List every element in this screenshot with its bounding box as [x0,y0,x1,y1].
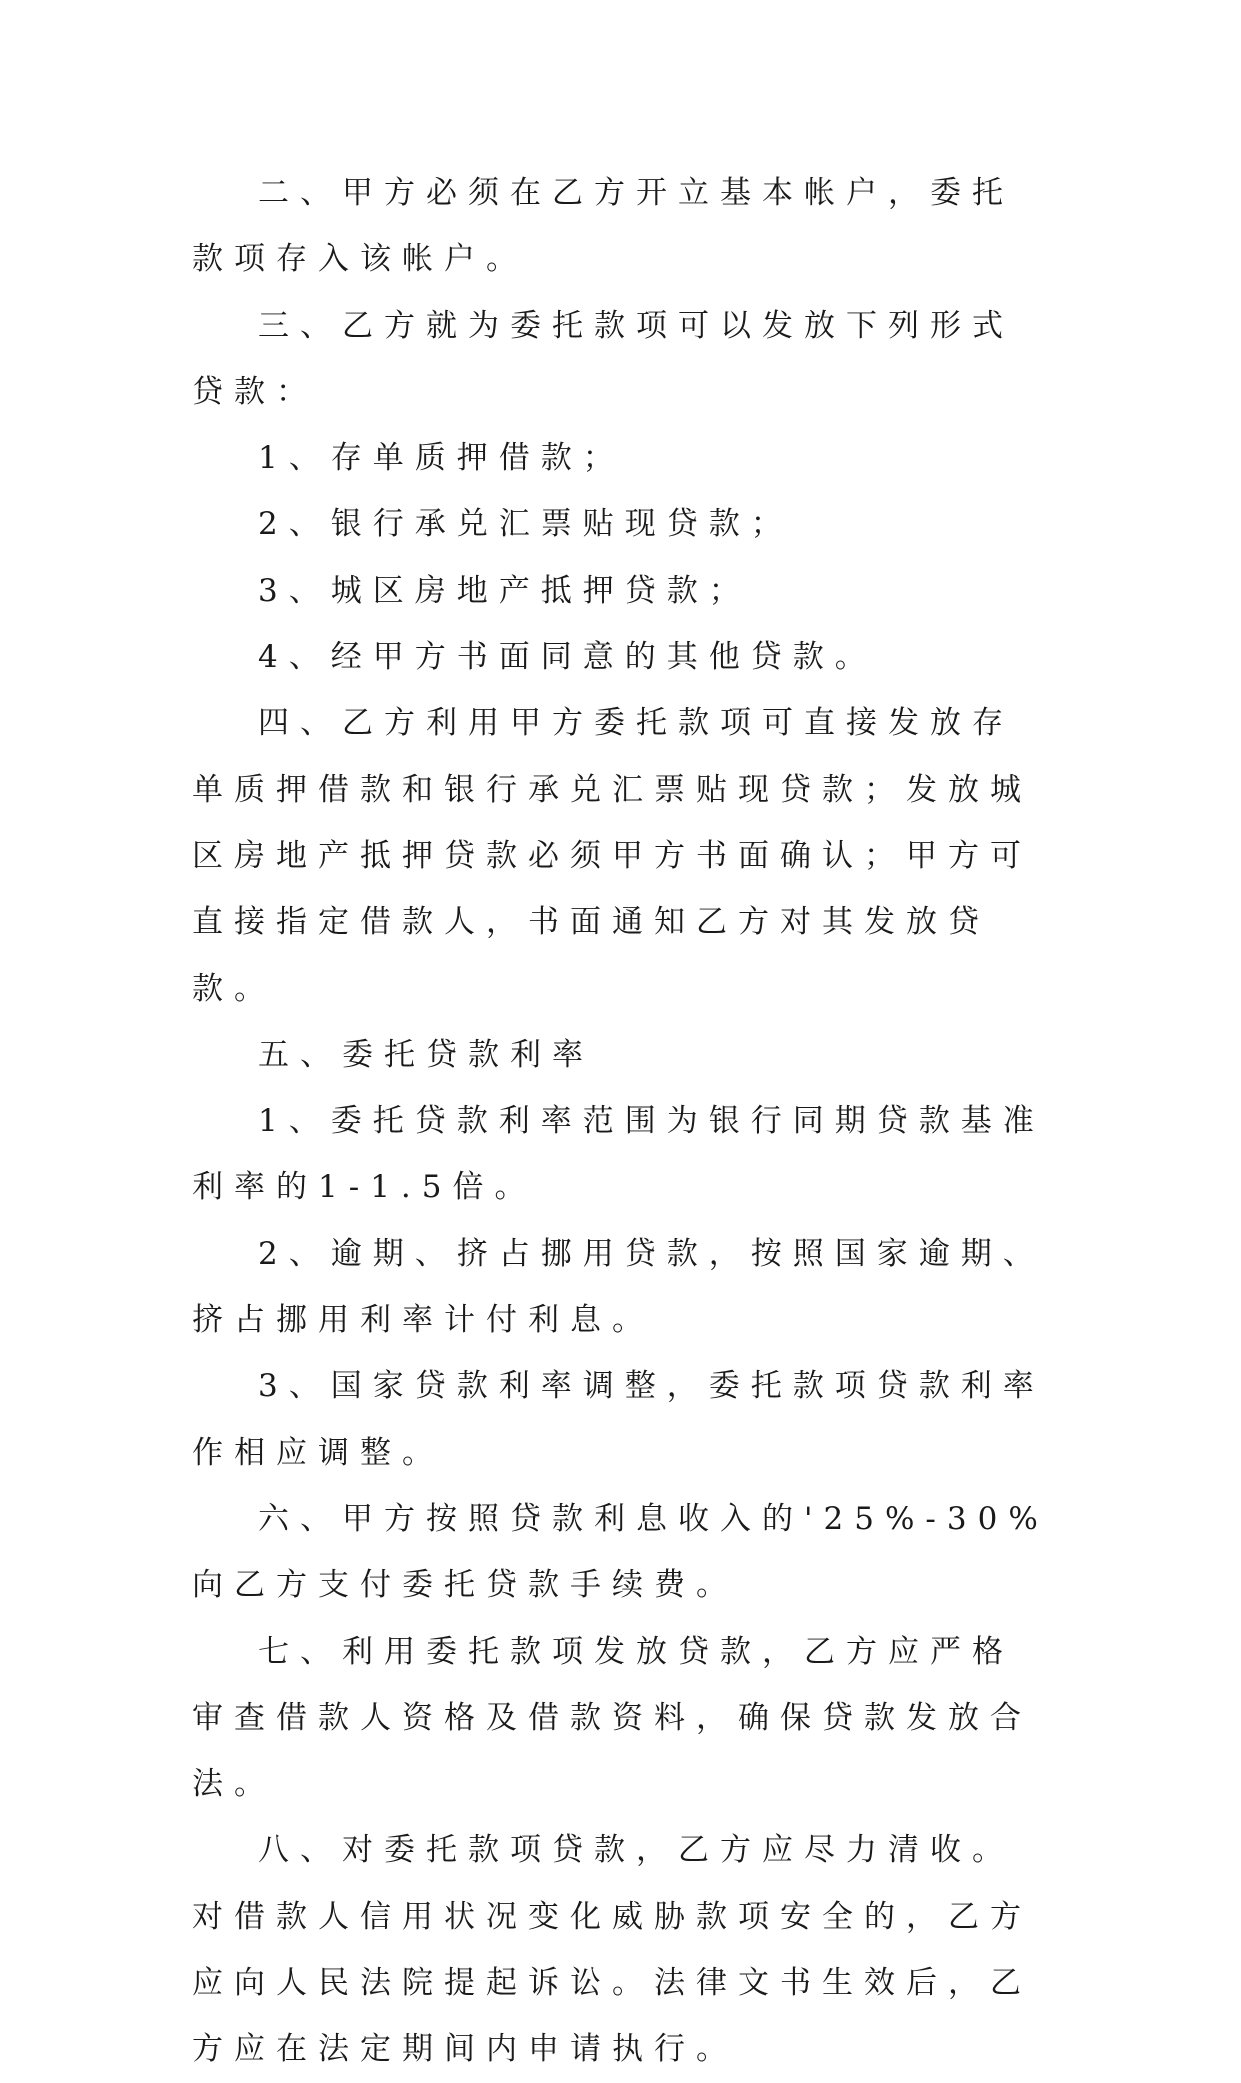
rate-item-2: 2、逾期、挤占挪用贷款，按照国家逾期、挤占挪用利率计付利息。 [192,1235,1045,1339]
list-item-4: 4、经甲方书面同意的其他贷款。 [258,639,877,676]
list-item-3: 3、城区房地产抵押贷款； [258,572,751,609]
list-item-1: 1、存单质押借款； [258,440,625,477]
paragraph-5-interest-heading: 五、委托贷款利率 [258,1036,594,1073]
rate-item-3: 3、国家贷款利率调整，委托款项贷款利率作相应调整。 [192,1368,1045,1471]
paragraph-8-collection: 八、对委托款项贷款，乙方应尽力清收。对借款人信用状况变化威胁款项安全的，乙方应向人民法院提起诉讼。法律文书生效后，乙方应在法定期间内申请执行。 [192,1832,1032,2068]
paragraph-2-account: 二、甲方必须在乙方开立基本帐户，委托款项存入该帐户。 [192,175,1014,278]
paragraph-4-direct-loans: 四、乙方利用甲方委托款项可直接发放存单质押借款和银行承兑汇票贴现贷款；发放城区房地产抵押贷款必须甲方书面确认；甲方可直接指定借款人，书面通知乙方对其发放贷款。 [192,705,1032,1007]
list-item-2: 2、银行承兑汇票贴现贷款； [258,506,793,543]
paragraph-3-loan-forms: 三、乙方就为委托款项可以发放下列形式贷款： [192,307,1014,410]
paragraph-6-fee: 六、甲方按照贷款利息收入的'25%-30%向乙方支付委托贷款手续费。 [192,1500,1049,1604]
rate-item-1: 1、委托贷款利率范围为银行同期贷款基准利率的1-1.5倍。 [192,1103,1045,1206]
document-body [192,160,1052,2083]
paragraph-7-review: 七、利用委托款项发放贷款，乙方应严格审查借款人资格及借款资料，确保贷款发放合法。 [192,1633,1032,1803]
